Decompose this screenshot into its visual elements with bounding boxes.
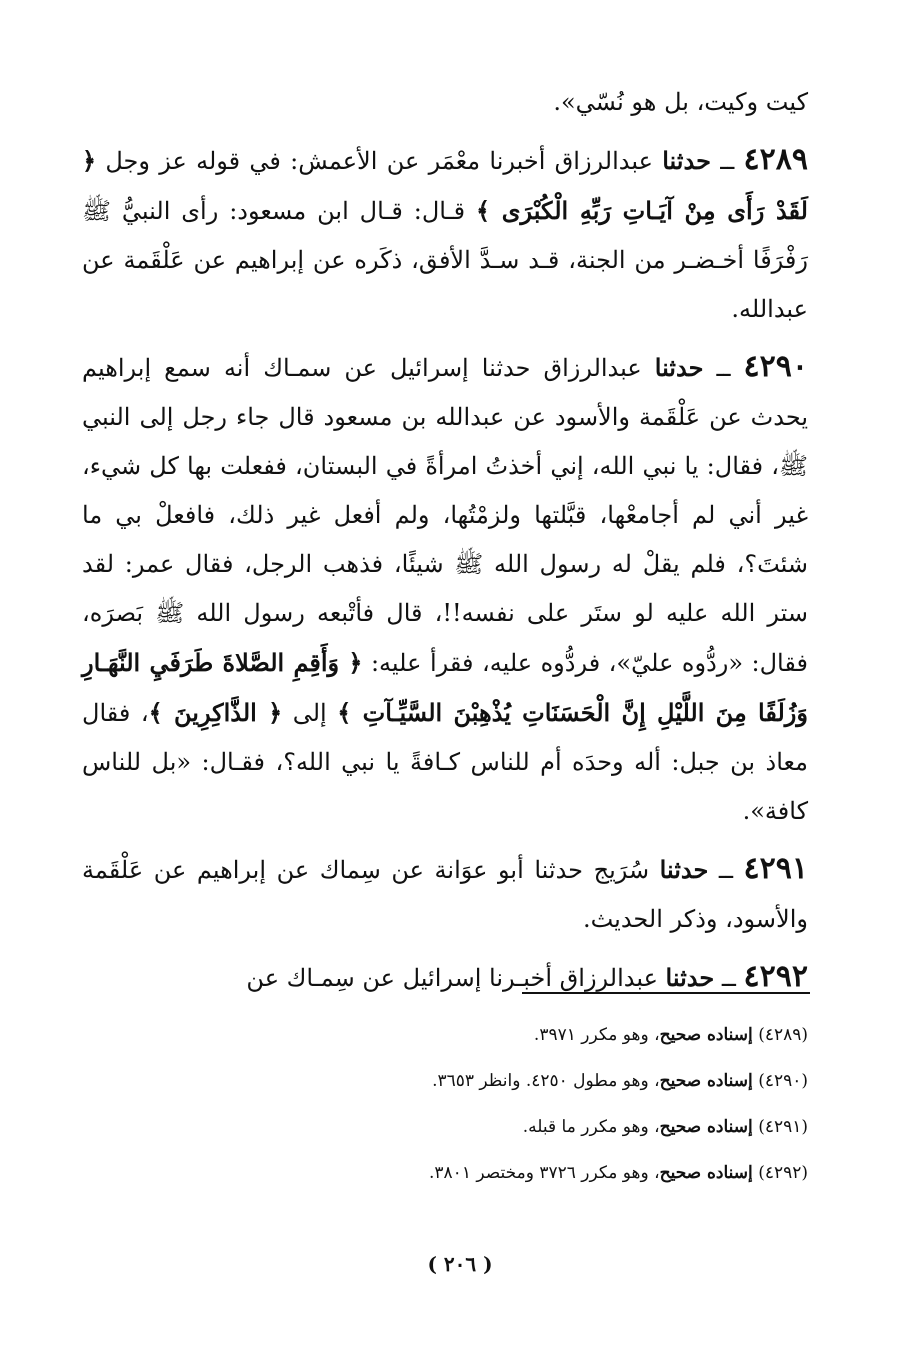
- hadith-4289: ٤٢٨٩ ــ حدثنا عبدالرزاق أخبرنا معْمَر عن الأعمش: في قوله عز وجل ﴿ لَقَدْ رَأَى مِنْ آيَـاتِ رَبِّهِ الْكُبْرَى ﴾ قـال: قـال ابن مسعود: رأى النبيُّ ﷺ رَفْرَفًا أخـضـر من الجنة، قـد سـدَّ الأفق، ذكَره عن إبراهيم عن عَلْقَمة عن عبدالله.: [82, 142, 808, 323]
- quran-quote: ﴿ الذَّاكِرِينَ ﴾: [148, 698, 283, 727]
- page-number: ( ٢٠٦ ): [427, 1252, 493, 1276]
- quran-quote: ﴿ وَأَقِمِ الصَّلاةَ طَرَفَيِ النَّهَـارِ وَزُلَفًا مِنَ اللَّيْلِ إِنَّ الْحَسَنَاتِ يُذْهِبْنَ السَّيِّـآتِ ﴾: [82, 648, 808, 727]
- hadith-number: ٤٢٨٩: [743, 142, 808, 177]
- footnote: (٤٢٨٩) إسناده صحيح، وهو مكرر ٣٩٧١.: [533, 1025, 808, 1045]
- lead-paragraph: كيت وكيت، بل هو نُسّي».: [553, 88, 808, 116]
- quran-quote: ﴿ لَقَدْ رَأَى مِنْ آيَـاتِ رَبِّهِ الْكُبْرَى ﴾: [82, 146, 808, 225]
- hadith-4291: ٤٢٩١ ــ حدثنا سُرَيج حدثنا أبو عوَانة عن سِماك عن إبراهيم عن عَلْقَمة والأسود، وذكر الحديث.: [82, 851, 808, 933]
- hadith-keyword: حدثنا: [662, 146, 711, 175]
- hadith-number: ٤٢٩١: [743, 851, 808, 886]
- hadith-number: ٤٢٩٠: [743, 349, 808, 384]
- hadith-keyword: حدثنا: [654, 353, 704, 382]
- hadith-4292: ٤٢٩٢ ــ حدثنا عبدالرزاق أخبـرنا إسرائيل عن سِمـاك عن: [246, 959, 808, 994]
- hadith-4290: ٤٢٩٠ ــ حدثنا عبدالرزاق حدثنا إسرائيل عن سمـاك أنه سمع إبراهيم يحدث عن عَلْقَمة والأسود عن عبدالله بن مسعود قال جاء رجل إلى النبي ﷺ، فقال: يا نبي الله، إني أخذتُ امرأةً في البستان، ففعلت بها كل شيء، غير أني لم أجامعْها، قبَّلتها ولزمْتُها، ولم أفعل غير ذلك، فافعلْ بي ما شئتَ؟، فلم يقلْ له رسول الله ﷺ شيئًا، فذهب الرجل، فقال عمر: لقد ستر الله عليه لو ستَر على نفسه!!، قال فأتْبعه رسول الله ﷺ بَصرَه، فقال: «ردُّوه عليّ»، فردُّوه عليه، فقرأ عليه: ﴿ وَأَقِمِ الصَّلاةَ طَرَفَيِ النَّهَـارِ وَزُلَفًا مِنَ اللَّيْلِ إِنَّ الْحَسَنَاتِ يُذْهِبْنَ السَّيِّـآتِ ﴾ إلى ﴿ الذَّاكِرِينَ ﴾، فقال معاذ بن جبل: أله وحدَه أم للناس كـافةً يا نبي الله؟، فقـال: «بل للناس كافة».: [82, 349, 808, 825]
- footnote: (٤٢٩٠) إسناده صحيح، وهو مطول ٤٢٥٠. وانظر ٣٦٥٣.: [432, 1071, 808, 1091]
- main-text: [82, 78, 808, 1003]
- hadith-keyword: حدثنا: [659, 855, 709, 884]
- footnote-divider: [522, 992, 810, 994]
- hadith-keyword: حدثنا: [665, 963, 715, 992]
- hadith-number: ٤٢٩٢: [743, 959, 808, 994]
- footnotes: [82, 1012, 808, 1196]
- footnote: (٤٢٩٢) إسناده صحيح، وهو مكرر ٣٧٢٦ ومختصر ٣٨٠١.: [429, 1163, 808, 1183]
- footnote: (٤٢٩١) إسناده صحيح، وهو مكرر ما قبله.: [522, 1117, 808, 1137]
